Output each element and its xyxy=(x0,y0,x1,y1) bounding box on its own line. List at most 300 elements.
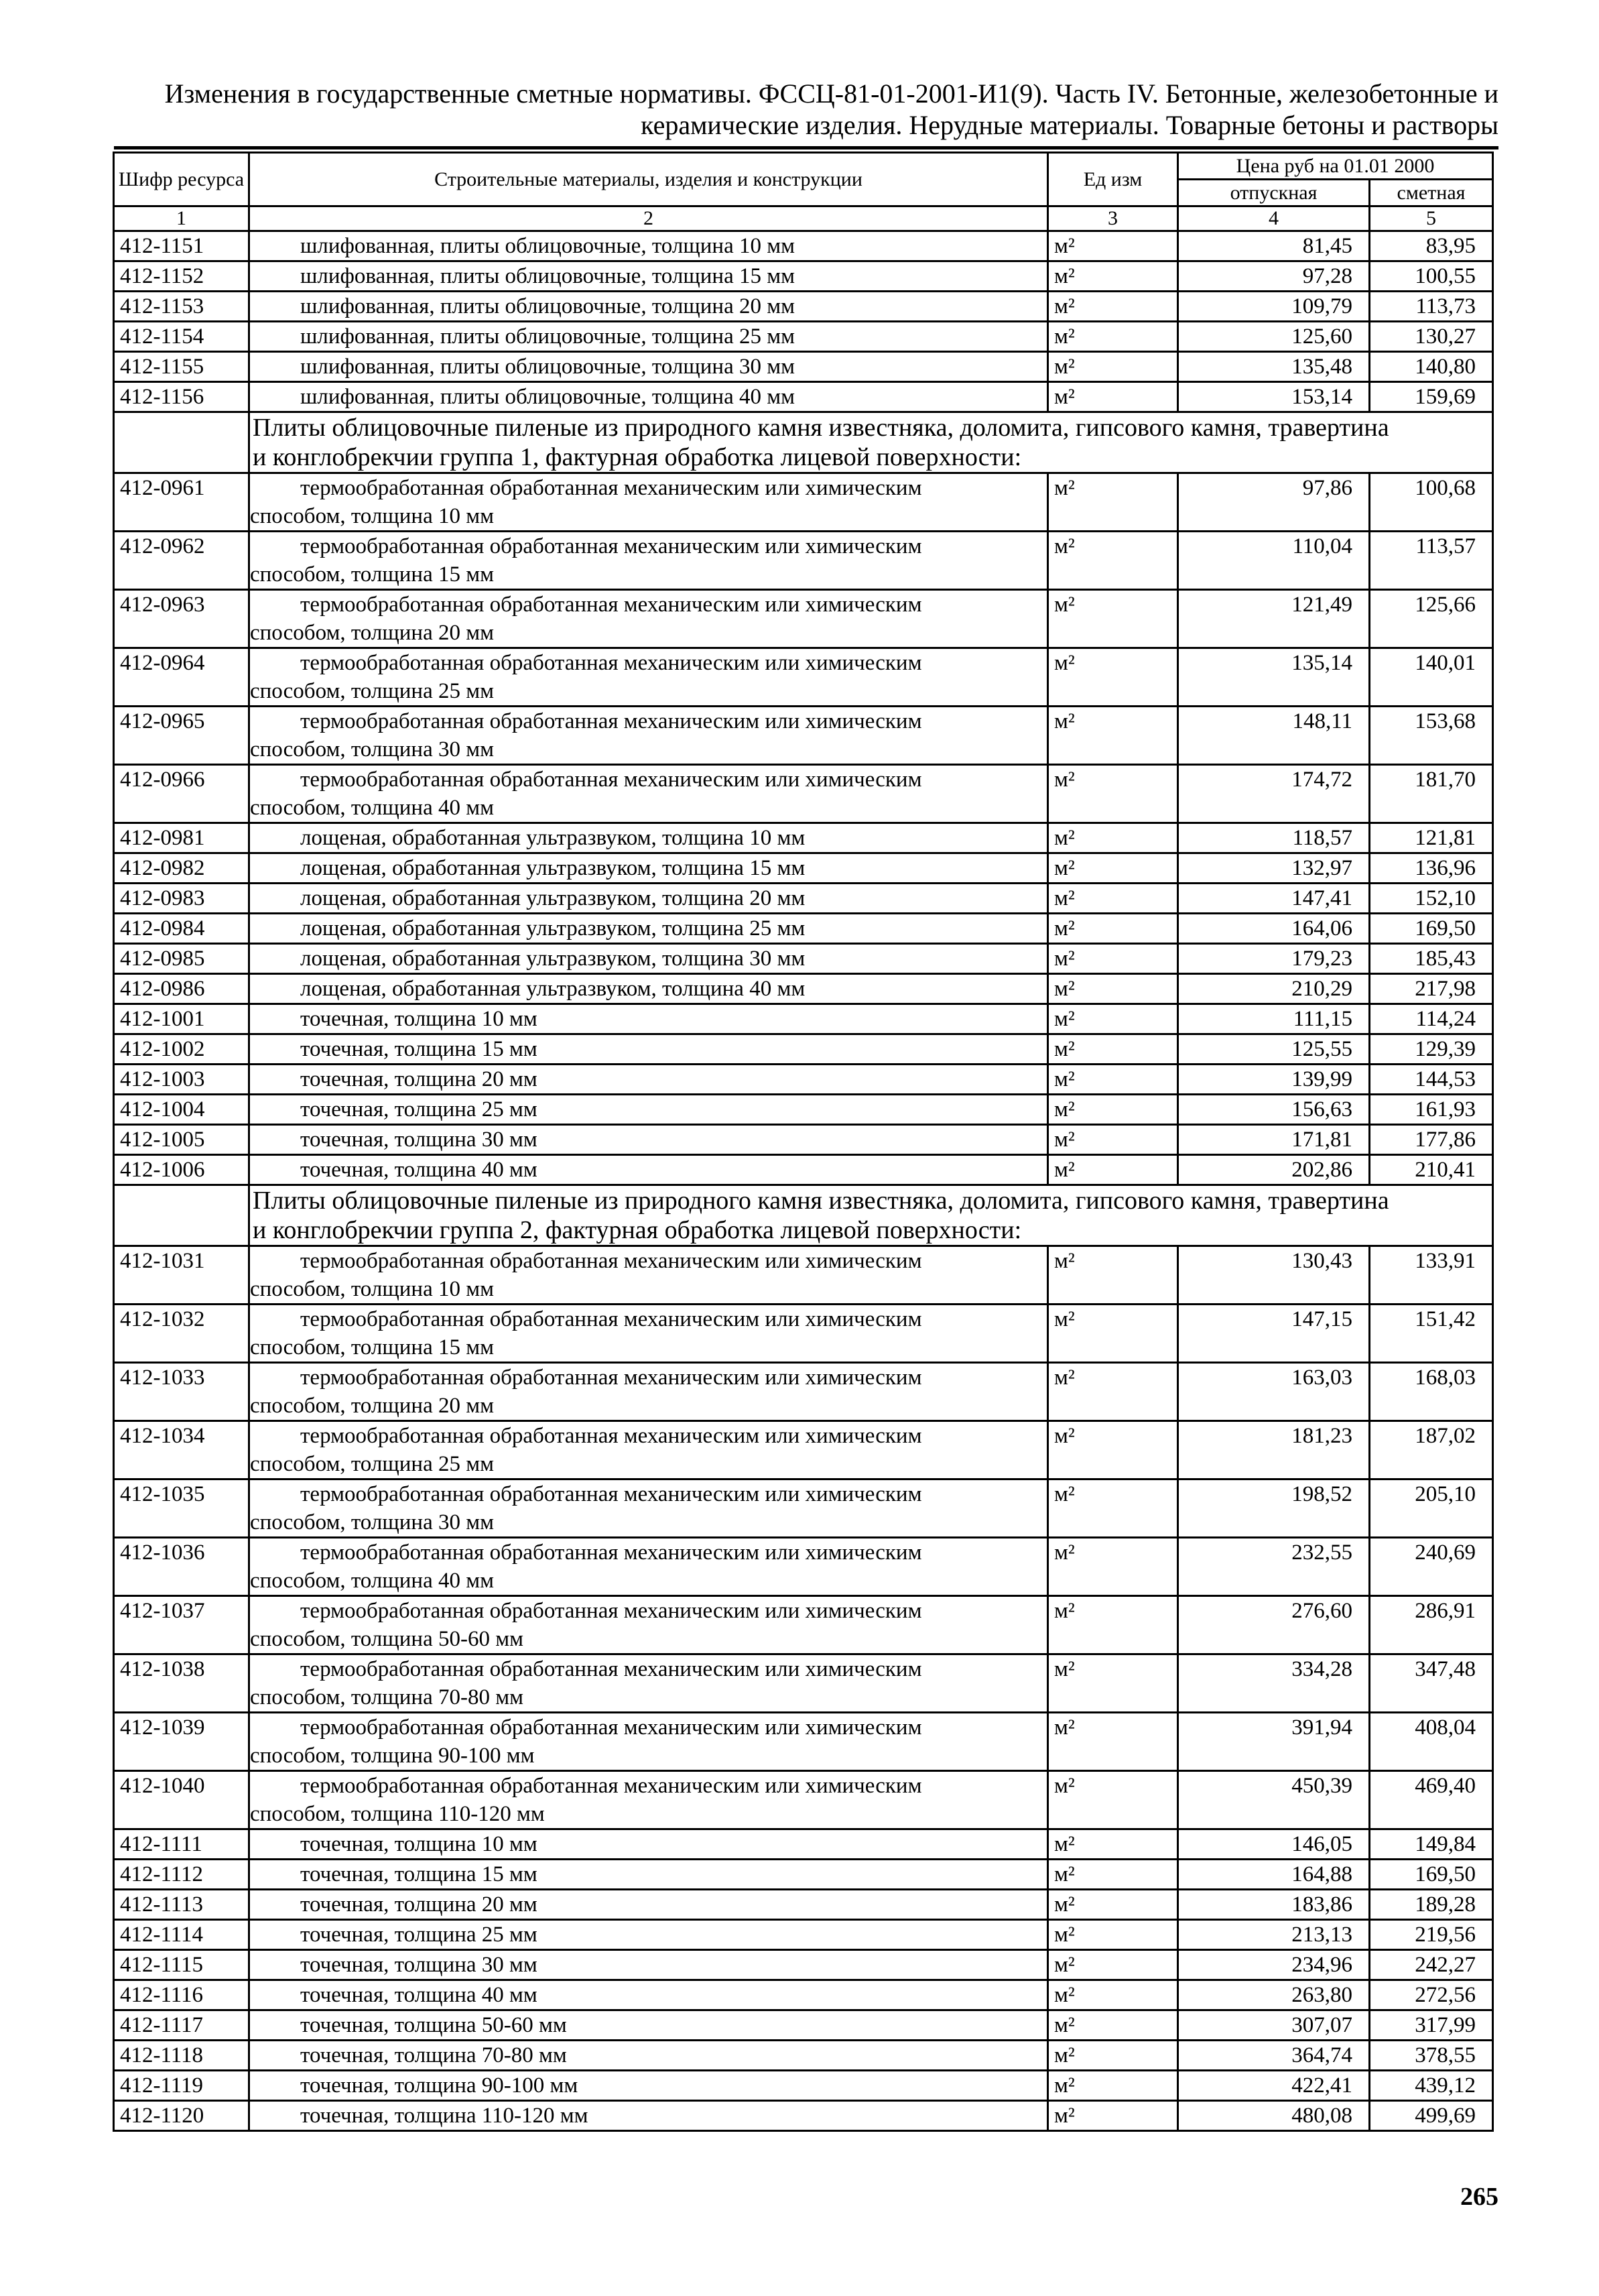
description-line-2: способом, толщина 15 мм xyxy=(250,1335,494,1360)
estimate-price: 113,57 xyxy=(1370,532,1493,590)
release-price: 97,28 xyxy=(1178,261,1370,292)
table-row xyxy=(114,944,1493,974)
description-line-2: способом, толщина 110-120 мм xyxy=(250,1802,545,1826)
estimate-price: 125,66 xyxy=(1370,590,1493,648)
price-table xyxy=(113,152,1494,2132)
estimate-price: 136,96 xyxy=(1370,853,1493,884)
resource-code: 412-1005 xyxy=(114,1125,249,1155)
unit-of-measure: м² xyxy=(1048,231,1178,261)
release-price: 198,52 xyxy=(1178,1479,1370,1538)
material-description xyxy=(249,1596,1048,1654)
material-description: точечная, толщина 50-60 мм xyxy=(249,2010,1048,2041)
estimate-price: 272,56 xyxy=(1370,1980,1493,2010)
unit-of-measure: м² xyxy=(1048,765,1178,823)
description-line-2: способом, толщина 70-80 мм xyxy=(250,1685,523,1709)
table-row xyxy=(114,2010,1493,2041)
estimate-price: 187,02 xyxy=(1370,1421,1493,1479)
unit-of-measure: м² xyxy=(1048,1421,1178,1479)
description-line-1: термообработанная обработанная механическим или химическим xyxy=(300,593,922,617)
material-description xyxy=(249,1771,1048,1829)
estimate-price: 177,86 xyxy=(1370,1125,1493,1155)
estimate-price: 83,95 xyxy=(1370,231,1493,261)
resource-code: 412-1117 xyxy=(114,2010,249,2041)
description-line-1: термообработанная обработанная механическим или химическим xyxy=(300,1249,922,1273)
release-price: 109,79 xyxy=(1178,292,1370,322)
table-row xyxy=(114,1004,1493,1034)
estimate-price: 100,68 xyxy=(1370,473,1493,532)
section-code-cell xyxy=(114,412,249,473)
table-row xyxy=(114,1065,1493,1095)
estimate-price: 205,10 xyxy=(1370,1479,1493,1538)
unit-of-measure: м² xyxy=(1048,1034,1178,1065)
material-description: точечная, толщина 30 мм xyxy=(249,1125,1048,1155)
section-code-cell xyxy=(114,1185,249,1246)
table-row xyxy=(114,1363,1493,1421)
col-header-release: отпускная xyxy=(1178,180,1370,206)
estimate-price: 161,93 xyxy=(1370,1095,1493,1125)
unit-of-measure: м² xyxy=(1048,2041,1178,2071)
unit-of-measure: м² xyxy=(1048,974,1178,1004)
estimate-price: 317,99 xyxy=(1370,2010,1493,2041)
resource-code: 412-1114 xyxy=(114,1920,249,1950)
release-price: 164,88 xyxy=(1178,1860,1370,1890)
release-price: 183,86 xyxy=(1178,1890,1370,1920)
unit-of-measure: м² xyxy=(1048,1363,1178,1421)
release-price: 130,43 xyxy=(1178,1246,1370,1305)
estimate-price: 144,53 xyxy=(1370,1065,1493,1095)
description-line-1: термообработанная обработанная механическим или химическим xyxy=(300,1715,922,1740)
material-description: точечная, толщина 40 мм xyxy=(249,1980,1048,2010)
estimate-price: 113,73 xyxy=(1370,292,1493,322)
estimate-price: 181,70 xyxy=(1370,765,1493,823)
description-line-1: термообработанная обработанная механическим или химическим xyxy=(300,1482,922,1506)
release-price: 263,80 xyxy=(1178,1980,1370,2010)
estimate-price: 240,69 xyxy=(1370,1538,1493,1596)
resource-code: 412-0986 xyxy=(114,974,249,1004)
table-row xyxy=(114,707,1493,765)
table-row xyxy=(114,1246,1493,1305)
resource-code: 412-1035 xyxy=(114,1479,249,1538)
resource-code: 412-1115 xyxy=(114,1950,249,1980)
release-price: 118,57 xyxy=(1178,823,1370,853)
release-price: 213,13 xyxy=(1178,1920,1370,1950)
material-description: лощеная, обработанная ультразвуком, толщина 20 мм xyxy=(249,884,1048,914)
unit-of-measure: м² xyxy=(1048,322,1178,352)
table-row xyxy=(114,590,1493,648)
material-description: точечная, толщина 70-80 мм xyxy=(249,2041,1048,2071)
description-line-1: термообработанная обработанная механическим или химическим xyxy=(300,534,922,558)
release-price: 210,29 xyxy=(1178,974,1370,1004)
material-description: точечная, толщина 30 мм xyxy=(249,1950,1048,1980)
table-row xyxy=(114,884,1493,914)
header-rule xyxy=(114,146,1498,149)
unit-of-measure: м² xyxy=(1048,1713,1178,1771)
description-line-2: способом, толщина 10 мм xyxy=(250,1277,494,1301)
material-description xyxy=(249,1363,1048,1421)
unit-of-measure: м² xyxy=(1048,590,1178,648)
page-number: 265 xyxy=(1460,2183,1498,2211)
unit-of-measure: м² xyxy=(1048,1596,1178,1654)
description-line-1: термообработанная обработанная механическим или химическим xyxy=(300,476,922,500)
estimate-price: 185,43 xyxy=(1370,944,1493,974)
release-price: 121,49 xyxy=(1178,590,1370,648)
section-heading-line-2: и конглобрекчии группа 1, фактурная обработка лицевой поверхности: xyxy=(253,443,1022,471)
material-description: лощеная, обработанная ультразвуком, толщина 15 мм xyxy=(249,853,1048,884)
table-row xyxy=(114,1538,1493,1596)
estimate-price: 114,24 xyxy=(1370,1004,1493,1034)
table-row xyxy=(114,1421,1493,1479)
table-row xyxy=(114,1920,1493,1950)
estimate-price: 129,39 xyxy=(1370,1034,1493,1065)
material-description: точечная, толщина 15 мм xyxy=(249,1860,1048,1890)
release-price: 132,97 xyxy=(1178,853,1370,884)
resource-code: 412-1031 xyxy=(114,1246,249,1305)
estimate-price: 152,10 xyxy=(1370,884,1493,914)
estimate-price: 151,42 xyxy=(1370,1305,1493,1363)
estimate-price: 153,68 xyxy=(1370,707,1493,765)
description-line-2: способом, толщина 50-60 мм xyxy=(250,1627,523,1651)
table-row xyxy=(114,823,1493,853)
estimate-price: 347,48 xyxy=(1370,1654,1493,1713)
release-price: 234,96 xyxy=(1178,1950,1370,1980)
unit-of-measure: м² xyxy=(1048,1654,1178,1713)
estimate-price: 168,03 xyxy=(1370,1363,1493,1421)
release-price: 164,06 xyxy=(1178,914,1370,944)
material-description: точечная, толщина 40 мм xyxy=(249,1155,1048,1185)
resource-code: 412-0982 xyxy=(114,853,249,884)
table-row xyxy=(114,322,1493,352)
estimate-price: 140,80 xyxy=(1370,352,1493,382)
section-heading-row xyxy=(114,1185,1493,1246)
unit-of-measure: м² xyxy=(1048,1860,1178,1890)
table-row xyxy=(114,1860,1493,1890)
table-row xyxy=(114,1034,1493,1065)
material-description: лощеная, обработанная ультразвуком, толщина 30 мм xyxy=(249,944,1048,974)
unit-of-measure: м² xyxy=(1048,382,1178,412)
table-row xyxy=(114,1596,1493,1654)
table-row xyxy=(114,914,1493,944)
resource-code: 412-1111 xyxy=(114,1829,249,1860)
table-row xyxy=(114,648,1493,707)
release-price: 232,55 xyxy=(1178,1538,1370,1596)
description-line-1: термообработанная обработанная механическим или химическим xyxy=(300,1366,922,1390)
table-row xyxy=(114,1095,1493,1125)
resource-code: 412-1033 xyxy=(114,1363,249,1421)
material-description xyxy=(249,590,1048,648)
description-line-2: способом, толщина 40 мм xyxy=(250,1569,494,1593)
estimate-price: 149,84 xyxy=(1370,1829,1493,1860)
release-price: 202,86 xyxy=(1178,1155,1370,1185)
table-row xyxy=(114,2071,1493,2101)
col-header-name: Строительные материалы, изделия и конструкции xyxy=(249,153,1048,206)
description-line-2: способом, толщина 15 мм xyxy=(250,562,494,587)
table-row xyxy=(114,1155,1493,1185)
material-description: точечная, толщина 10 мм xyxy=(249,1829,1048,1860)
resource-code: 412-1152 xyxy=(114,261,249,292)
material-description: шлифованная, плиты облицовочные, толщина 25 мм xyxy=(249,322,1048,352)
table-row xyxy=(114,853,1493,884)
unit-of-measure: м² xyxy=(1048,261,1178,292)
material-description: точечная, толщина 25 мм xyxy=(249,1095,1048,1125)
section-heading xyxy=(249,412,1493,473)
resource-code: 412-0962 xyxy=(114,532,249,590)
release-price: 110,04 xyxy=(1178,532,1370,590)
table-row xyxy=(114,352,1493,382)
resource-code: 412-0963 xyxy=(114,590,249,648)
col-number-1: 1 xyxy=(114,206,249,231)
col-header-price: Цена руб на 01.01 2000 xyxy=(1178,153,1493,180)
resource-code: 412-1036 xyxy=(114,1538,249,1596)
table-row xyxy=(114,2041,1493,2071)
estimate-price: 439,12 xyxy=(1370,2071,1493,2101)
unit-of-measure: м² xyxy=(1048,853,1178,884)
release-price: 111,15 xyxy=(1178,1004,1370,1034)
table-row xyxy=(114,765,1493,823)
unit-of-measure: м² xyxy=(1048,352,1178,382)
estimate-price: 130,27 xyxy=(1370,322,1493,352)
material-description xyxy=(249,1538,1048,1596)
unit-of-measure: м² xyxy=(1048,2071,1178,2101)
resource-code: 412-0965 xyxy=(114,707,249,765)
material-description: лощеная, обработанная ультразвуком, толщина 40 мм xyxy=(249,974,1048,1004)
release-price: 174,72 xyxy=(1178,765,1370,823)
material-description: точечная, толщина 110-120 мм xyxy=(249,2101,1048,2131)
unit-of-measure: м² xyxy=(1048,648,1178,707)
resource-code: 412-1034 xyxy=(114,1421,249,1479)
release-price: 125,55 xyxy=(1178,1034,1370,1065)
estimate-price: 217,98 xyxy=(1370,974,1493,1004)
material-description: точечная, толщина 90-100 мм xyxy=(249,2071,1048,2101)
col-header-estimate: сметная xyxy=(1370,180,1493,206)
estimate-price: 210,41 xyxy=(1370,1155,1493,1185)
material-description xyxy=(249,1713,1048,1771)
unit-of-measure: м² xyxy=(1048,884,1178,914)
material-description xyxy=(249,1654,1048,1713)
release-price: 153,14 xyxy=(1178,382,1370,412)
resource-code: 412-1120 xyxy=(114,2101,249,2131)
description-line-1: термообработанная обработанная механическим или химическим xyxy=(300,709,922,733)
resource-code: 412-1004 xyxy=(114,1095,249,1125)
material-description: шлифованная, плиты облицовочные, толщина 30 мм xyxy=(249,352,1048,382)
resource-code: 412-0964 xyxy=(114,648,249,707)
table-row xyxy=(114,292,1493,322)
col-header-code: Шифр ресурса xyxy=(114,153,249,206)
unit-of-measure: м² xyxy=(1048,1305,1178,1363)
resource-code: 412-1156 xyxy=(114,382,249,412)
resource-code: 412-1038 xyxy=(114,1654,249,1713)
description-line-2: способом, толщина 90-100 мм xyxy=(250,1744,535,1768)
unit-of-measure: м² xyxy=(1048,1890,1178,1920)
unit-of-measure: м² xyxy=(1048,707,1178,765)
estimate-price: 140,01 xyxy=(1370,648,1493,707)
release-price: 147,41 xyxy=(1178,884,1370,914)
unit-of-measure: м² xyxy=(1048,292,1178,322)
material-description: шлифованная, плиты облицовочные, толщина 40 мм xyxy=(249,382,1048,412)
resource-code: 412-1153 xyxy=(114,292,249,322)
release-price: 156,63 xyxy=(1178,1095,1370,1125)
resource-code: 412-0961 xyxy=(114,473,249,532)
release-price: 146,05 xyxy=(1178,1829,1370,1860)
unit-of-measure: м² xyxy=(1048,1980,1178,2010)
unit-of-measure: м² xyxy=(1048,1538,1178,1596)
material-description xyxy=(249,707,1048,765)
table-row xyxy=(114,382,1493,412)
table-row xyxy=(114,974,1493,1004)
unit-of-measure: м² xyxy=(1048,914,1178,944)
resource-code: 412-1119 xyxy=(114,2071,249,2101)
resource-code: 412-1032 xyxy=(114,1305,249,1363)
material-description: точечная, толщина 15 мм xyxy=(249,1034,1048,1065)
description-line-2: способом, толщина 25 мм xyxy=(250,1452,494,1476)
table-row xyxy=(114,231,1493,261)
description-line-2: способом, толщина 25 мм xyxy=(250,679,494,703)
material-description xyxy=(249,648,1048,707)
section-heading xyxy=(249,1185,1493,1246)
unit-of-measure: м² xyxy=(1048,1950,1178,1980)
material-description xyxy=(249,1305,1048,1363)
material-description: точечная, толщина 10 мм xyxy=(249,1004,1048,1034)
unit-of-measure: м² xyxy=(1048,532,1178,590)
unit-of-measure: м² xyxy=(1048,1155,1178,1185)
description-line-1: термообработанная обработанная механическим или химическим xyxy=(300,651,922,675)
unit-of-measure: м² xyxy=(1048,1065,1178,1095)
release-price: 163,03 xyxy=(1178,1363,1370,1421)
resource-code: 412-0966 xyxy=(114,765,249,823)
release-price: 422,41 xyxy=(1178,2071,1370,2101)
resource-code: 412-1039 xyxy=(114,1713,249,1771)
unit-of-measure: м² xyxy=(1048,1004,1178,1034)
release-price: 148,11 xyxy=(1178,707,1370,765)
description-line-2: способом, толщина 30 мм xyxy=(250,1510,494,1534)
unit-of-measure: м² xyxy=(1048,1246,1178,1305)
page-header-line-1: Изменения в государственные сметные нормативы. ФССЦ-81-01-2001-И1(9). Часть IV. Бетонные, железобетонные и xyxy=(164,78,1498,109)
col-number-5: 5 xyxy=(1370,206,1493,231)
release-price: 135,14 xyxy=(1178,648,1370,707)
description-line-2: способом, толщина 10 мм xyxy=(250,504,494,528)
material-description: точечная, толщина 20 мм xyxy=(249,1890,1048,1920)
section-heading-line-1: Плиты облицовочные пиленые из природного камня известняка, доломита, гипсового камня, травертина xyxy=(253,1187,1389,1215)
release-price: 364,74 xyxy=(1178,2041,1370,2071)
estimate-price: 159,69 xyxy=(1370,382,1493,412)
table-row xyxy=(114,261,1493,292)
description-line-1: термообработанная обработанная механическим или химическим xyxy=(300,1657,922,1681)
material-description: лощеная, обработанная ультразвуком, толщина 10 мм xyxy=(249,823,1048,853)
unit-of-measure: м² xyxy=(1048,823,1178,853)
estimate-price: 499,69 xyxy=(1370,2101,1493,2131)
estimate-price: 469,40 xyxy=(1370,1771,1493,1829)
resource-code: 412-1113 xyxy=(114,1890,249,1920)
release-price: 391,94 xyxy=(1178,1713,1370,1771)
table-row xyxy=(114,1771,1493,1829)
table-row xyxy=(114,473,1493,532)
material-description xyxy=(249,1421,1048,1479)
col-number-3: 3 xyxy=(1048,206,1178,231)
unit-of-measure: м² xyxy=(1048,1920,1178,1950)
estimate-price: 169,50 xyxy=(1370,914,1493,944)
table-row xyxy=(114,1829,1493,1860)
material-description: точечная, толщина 20 мм xyxy=(249,1065,1048,1095)
description-line-2: способом, толщина 30 мм xyxy=(250,737,494,762)
release-price: 480,08 xyxy=(1178,2101,1370,2131)
estimate-price: 121,81 xyxy=(1370,823,1493,853)
table-row xyxy=(114,1654,1493,1713)
resource-code: 412-0985 xyxy=(114,944,249,974)
table-row xyxy=(114,1713,1493,1771)
resource-code: 412-1151 xyxy=(114,231,249,261)
resource-code: 412-0983 xyxy=(114,884,249,914)
release-price: 81,45 xyxy=(1178,231,1370,261)
release-price: 450,39 xyxy=(1178,1771,1370,1829)
unit-of-measure: м² xyxy=(1048,473,1178,532)
estimate-price: 133,91 xyxy=(1370,1246,1493,1305)
resource-code: 412-1040 xyxy=(114,1771,249,1829)
unit-of-measure: м² xyxy=(1048,1771,1178,1829)
section-heading-row xyxy=(114,412,1493,473)
unit-of-measure: м² xyxy=(1048,1829,1178,1860)
unit-of-measure: м² xyxy=(1048,1095,1178,1125)
table-row xyxy=(114,1890,1493,1920)
release-price: 147,15 xyxy=(1178,1305,1370,1363)
estimate-price: 242,27 xyxy=(1370,1950,1493,1980)
col-header-unit: Ед изм xyxy=(1048,153,1178,206)
section-heading-line-2: и конглобрекчии группа 2, фактурная обработка лицевой поверхности: xyxy=(253,1216,1022,1244)
resource-code: 412-1001 xyxy=(114,1004,249,1034)
section-heading-line-1: Плиты облицовочные пиленые из природного камня известняка, доломита, гипсового камня, травертина xyxy=(253,414,1389,442)
table-row xyxy=(114,1305,1493,1363)
material-description xyxy=(249,1479,1048,1538)
estimate-price: 286,91 xyxy=(1370,1596,1493,1654)
material-description xyxy=(249,473,1048,532)
col-number-4: 4 xyxy=(1178,206,1370,231)
table-row xyxy=(114,1950,1493,1980)
description-line-1: термообработанная обработанная механическим или химическим xyxy=(300,1774,922,1798)
material-description: шлифованная, плиты облицовочные, толщина 15 мм xyxy=(249,261,1048,292)
release-price: 307,07 xyxy=(1178,2010,1370,2041)
unit-of-measure: м² xyxy=(1048,944,1178,974)
material-description xyxy=(249,765,1048,823)
description-line-1: термообработанная обработанная механическим или химическим xyxy=(300,1599,922,1623)
resource-code: 412-1112 xyxy=(114,1860,249,1890)
estimate-price: 189,28 xyxy=(1370,1890,1493,1920)
material-description xyxy=(249,532,1048,590)
description-line-1: термообработанная обработанная механическим или химическим xyxy=(300,1307,922,1331)
resource-code: 412-1037 xyxy=(114,1596,249,1654)
unit-of-measure: м² xyxy=(1048,1479,1178,1538)
release-price: 97,86 xyxy=(1178,473,1370,532)
release-price: 179,23 xyxy=(1178,944,1370,974)
resource-code: 412-1116 xyxy=(114,1980,249,2010)
description-line-2: способом, толщина 20 мм xyxy=(250,1394,494,1418)
description-line-2: способом, толщина 40 мм xyxy=(250,796,494,820)
estimate-price: 378,55 xyxy=(1370,2041,1493,2071)
page-header-line-2: керамические изделия. Нерудные материалы. Товарные бетоны и растворы xyxy=(641,110,1498,140)
release-price: 139,99 xyxy=(1178,1065,1370,1095)
unit-of-measure: м² xyxy=(1048,2101,1178,2131)
estimate-price: 408,04 xyxy=(1370,1713,1493,1771)
estimate-price: 219,56 xyxy=(1370,1920,1493,1950)
release-price: 181,23 xyxy=(1178,1421,1370,1479)
description-line-1: термообработанная обработанная механическим или химическим xyxy=(300,768,922,792)
material-description: шлифованная, плиты облицовочные, толщина 10 мм xyxy=(249,231,1048,261)
resource-code: 412-1006 xyxy=(114,1155,249,1185)
col-number-2: 2 xyxy=(249,206,1048,231)
table-row xyxy=(114,1125,1493,1155)
resource-code: 412-1154 xyxy=(114,322,249,352)
resource-code: 412-1003 xyxy=(114,1065,249,1095)
material-description: шлифованная, плиты облицовочные, толщина 20 мм xyxy=(249,292,1048,322)
resource-code: 412-1155 xyxy=(114,352,249,382)
estimate-price: 100,55 xyxy=(1370,261,1493,292)
